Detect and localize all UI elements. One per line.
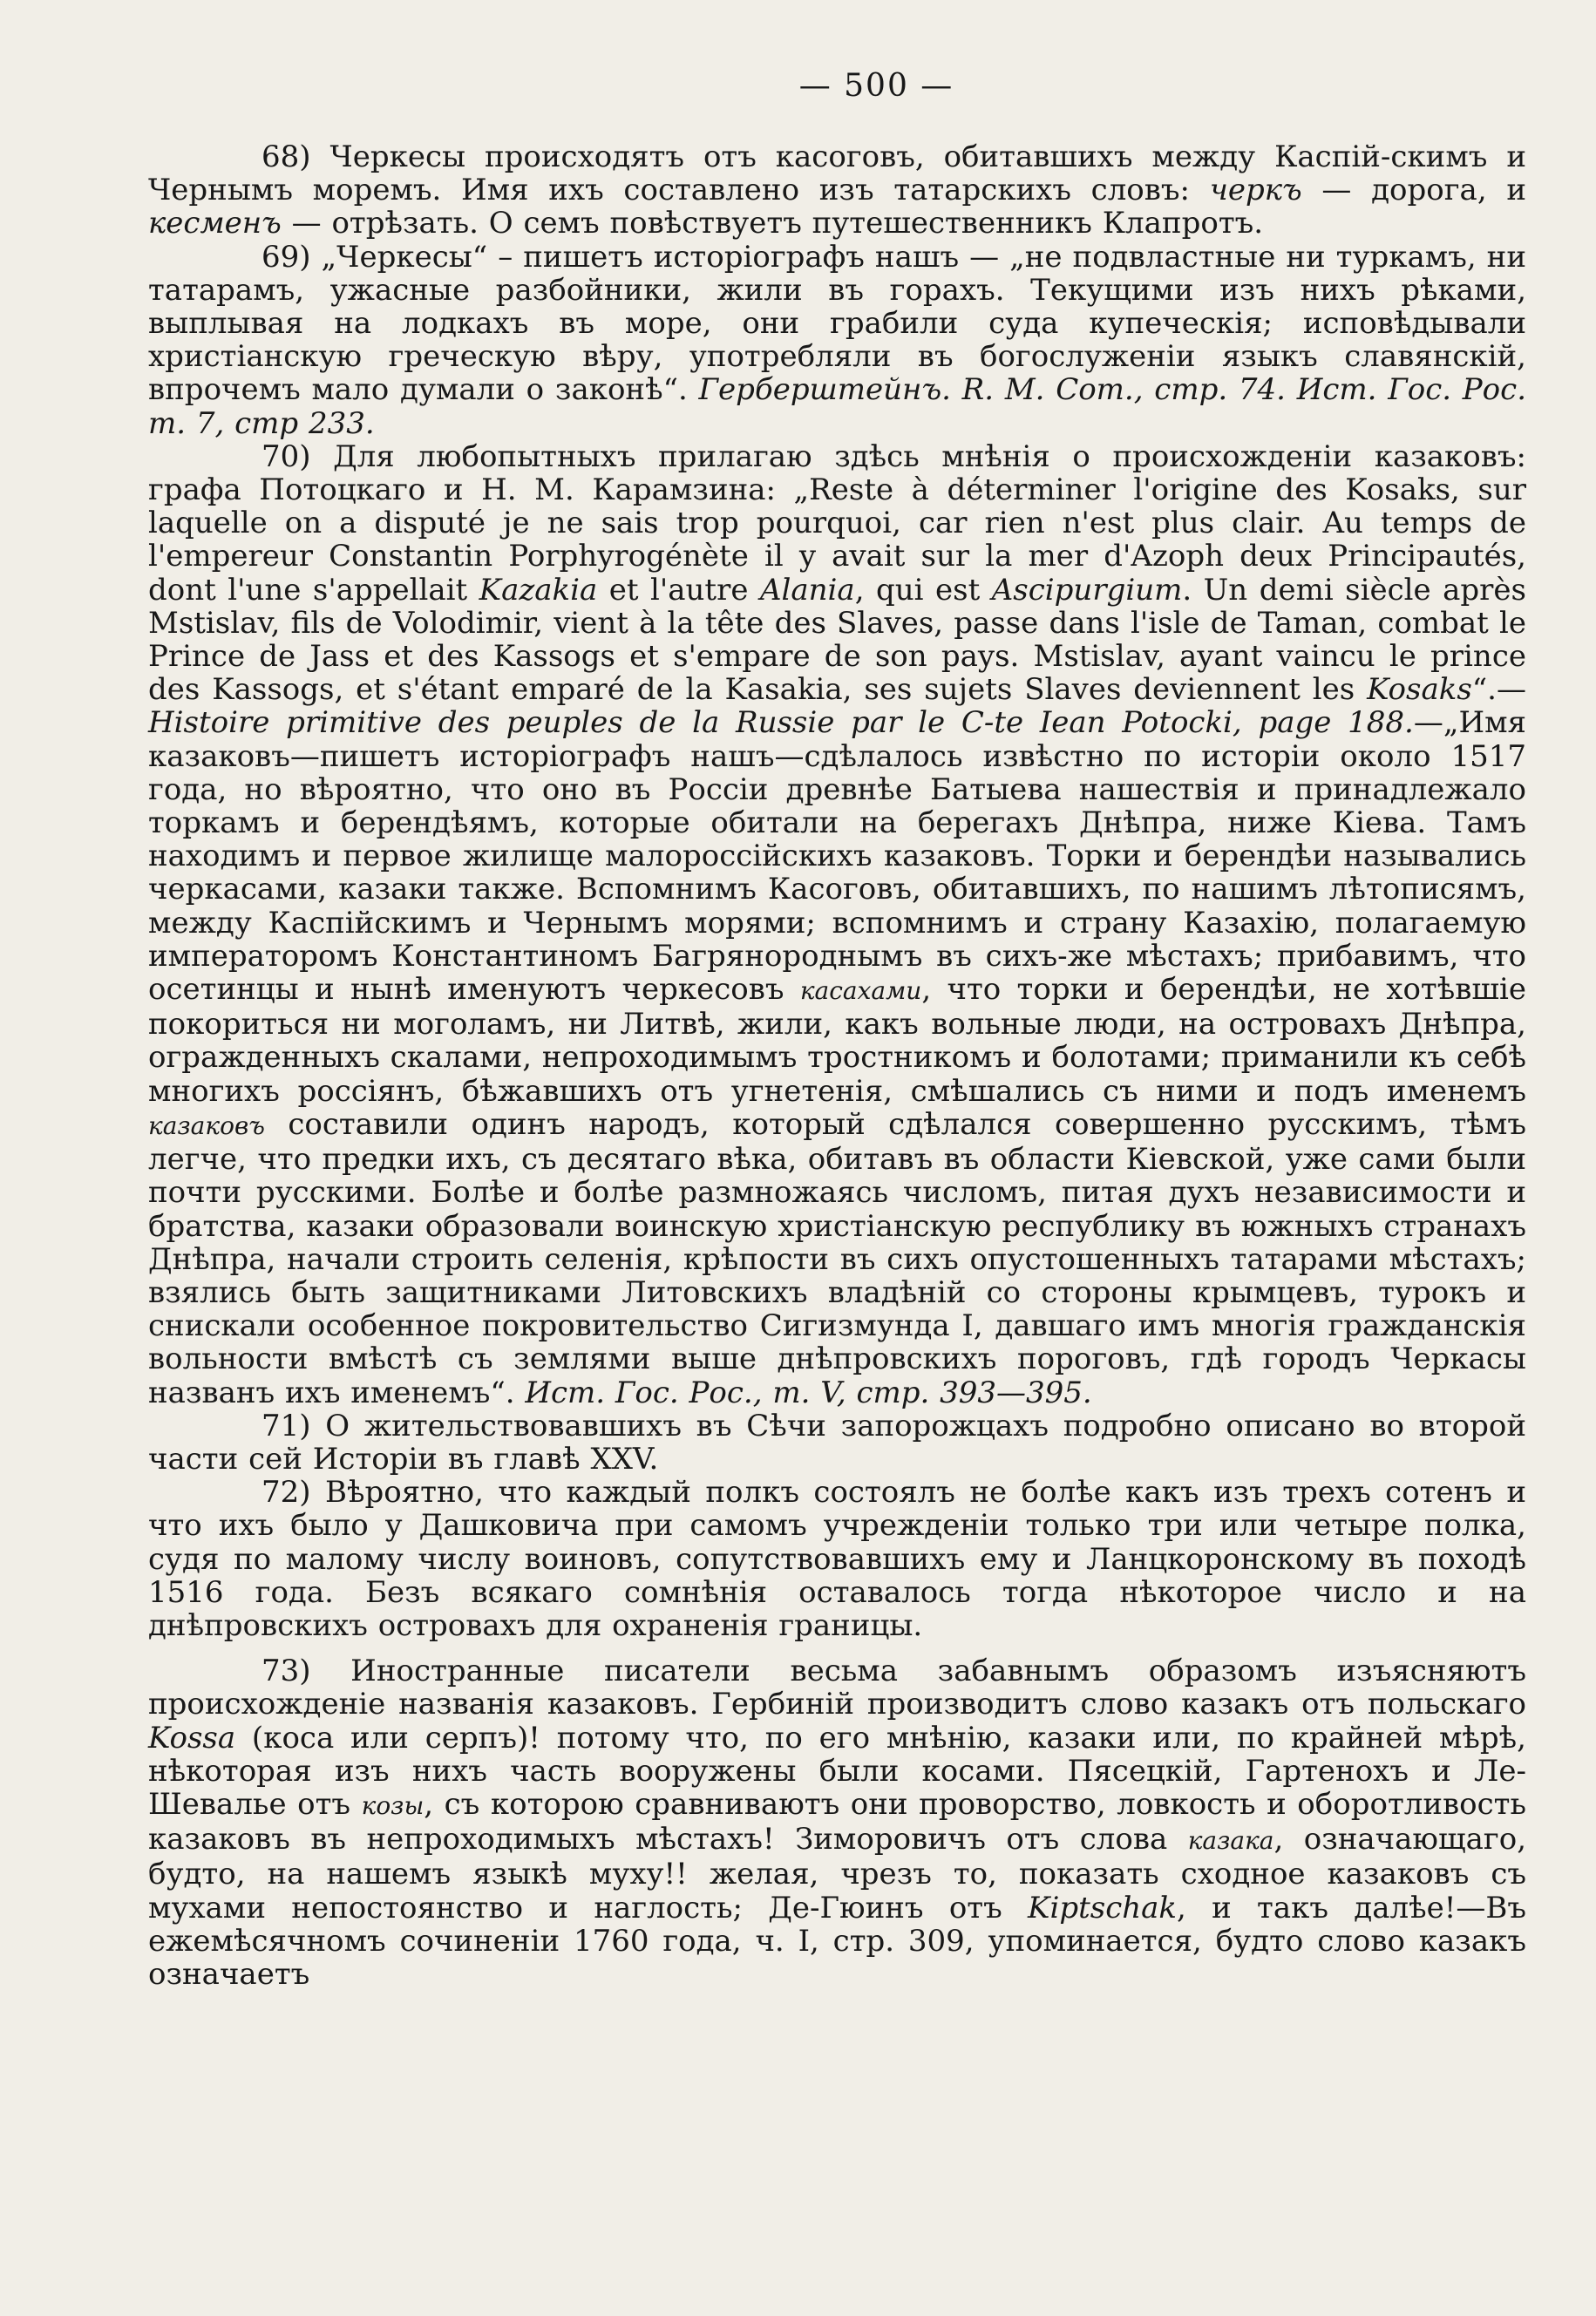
footnote-number: 73) [261, 1654, 311, 1689]
footnote-number: 68) [261, 139, 311, 174]
italic-text: Kosaks [1367, 672, 1472, 708]
italic-text: Ascipurgium [991, 572, 1183, 608]
page-number: — 500 — [798, 68, 954, 104]
italic-text: Kazakia [479, 572, 598, 608]
footnote-number: 72) [261, 1475, 311, 1511]
italic-text: Ист. Гос. Рос., т. V, стр. 393—395. [525, 1375, 1092, 1410]
footnote-72 [148, 1476, 1526, 1642]
italic-text: казаковъ [148, 1110, 265, 1140]
footnote-text: Иностранные писатели весьма забавнымъ образомъ изъясняютъ происхожденіе названія казаковъ. Гербиній производитъ слово казакъ отъ польскаго [148, 1654, 1526, 1722]
footnote-text: , что торки и берендѣи, не хотѣвшіе покориться ни моголамъ, ни Литвѣ, жили, какъ вольные люди, на островахъ Днѣпра, огражденныхъ скалами, непроходимымъ тростникомъ и болотами; приманили къ себѣ многихъ россіянъ, бѣжавшихъ отъ угнетенія, смѣшались съ ними и подъ именемъ [148, 972, 1526, 1109]
footnote-text: , qui est [854, 572, 992, 608]
italic-text: касахами [799, 976, 922, 1006]
footnote-text: Вѣроятно, что каждый полкъ состоялъ не болѣе какъ изъ трехъ сотенъ и что ихъ было у Дашковича при самомъ учрежденіи только три или четыре полка, судя по малому числу воиновъ, сопутствовавшихъ ему и Ланцкоронскому въ походѣ 1516 года. Безъ всякаго сомнѣнія оставалось тогда нѣкоторое число и на днѣпровскихъ островахъ для охраненія границы. [148, 1475, 1526, 1643]
italic-text: Kossa [148, 1720, 236, 1756]
footnote-71 [148, 1409, 1526, 1476]
footnote-text: (коса или серпъ)! потому что, по его мнѣнію, казаки или, по крайней мѣрѣ, нѣкоторая изъ нихъ часть вооружены были косами. Пясецкій, Гартенохъ и Ле-Шевалье отъ [148, 1720, 1526, 1822]
footnote-text: , съ которою сравниваютъ они проворство, ловкость и оборотливость казаковъ въ непроходимыхъ мѣстахъ! Зиморовичъ отъ слова [148, 1786, 1526, 1858]
footnote-text: составили одинъ народъ, который сдѣлался совершенно русскимъ, тѣмъ легче, что предки ихъ, съ десятаго вѣка, обитавъ въ области Кіевской, уже сами были почти русскими. Болѣе и болѣе размножаясь числомъ, питая духъ независимости и братства, казаки образовали воинскую христіанскую республику въ южныхъ странахъ Днѣпра, начали строить селенія, крѣпости въ сихъ опустошенныхъ татарами мѣстахъ; взялись быть защитниками Литовскихъ владѣній со стороны крымцевъ, турокъ и снискали особенное покровительство Сигизмунда I, давшаго имъ многія гражданскія вольности вмѣстѣ съ землями выше днѣпровскихъ пороговъ, гдѣ городъ Черкасы названъ ихъ именемъ“. [148, 1106, 1526, 1410]
italic-text: казака [1187, 1826, 1274, 1856]
footnote-text: —„Имя казаковъ—пишетъ исторіографъ нашъ—сдѣлалось извѣстно по исторіи около 1517 года, но вѣроятно, что оно въ Россіи древнѣе Батыева нашествія и принадлежало торкамъ и берендѣямъ, которые обитали на берегахъ Днѣпра, ниже Кіева. Тамъ находимъ и первое жилище малороссійскихъ казаковъ. Торки и берендѣи назывались черкасами, казаки также. Вспомнимъ Касоговъ, обитавшихъ, по нашимъ лѣтописямъ, между Каспійскимъ и Чернымъ морями; вспомнимъ и страну Казахію, полагаемую императоромъ Константиномъ Багрянороднымъ въ сихъ-же мѣстахъ; прибавимъ, что осетинцы и нынѣ именуютъ черкесовъ [148, 705, 1526, 1008]
footnote-text: . Un demi siècle après Mstislav, fils de Volodimir, vient à la tête des Slaves, passe dans l'isle de Taman, combat le Prince de Jass et des Kassogs et s'empare de son pays. Mstislav, ayant vaincu le prince des Kassogs, et s'étant emparé de la Kasakia, ses sujets Slaves deviennent les [148, 572, 1526, 708]
footnote-text: „Черкесы“ – пишетъ исторіографъ нашъ — „не подвластные ни туркамъ, ни татарамъ, ужасные разбойники, жили въ горахъ. Текущими изъ нихъ рѣками, выплывая на лодкахъ въ море, они грабили суда купеческія; исповѣдывали христіанскую греческую вѣру, употребляли въ богослуженіи языкъ славянскій, впрочемъ мало думали о законѣ“. [148, 239, 1526, 408]
footnote-text: , означающаго, будто, на нашемъ языкѣ муху!! желая, чрезъ то, показать сходное казаковъ съ мухами непостоянство и наглость; Де-Гюинъ отъ [148, 1822, 1526, 1925]
italic-text: Alania [759, 572, 855, 608]
italic-text: черкъ [1209, 173, 1302, 208]
footnote-69 [148, 241, 1526, 440]
italic-text: Герберштейнъ. R. M. Cот., стр. 74. Ист. Гос. Рос. т. 7, стр 233. [148, 372, 1527, 441]
footnote-73 [148, 1654, 1526, 1991]
italic-text: козы [361, 1790, 424, 1820]
footnote-68 [148, 140, 1526, 241]
footnote-text: — отрѣзать. О семъ повѣствуетъ путешественникъ Клапротъ. [281, 206, 1264, 241]
footnote-text: — дорога, и [1301, 173, 1526, 208]
footnote-text: О жительствовавшихъ въ Сѣчи запорожцахъ подробно описано во второй части сей Исторіи въ главѣ XXV. [148, 1408, 1526, 1477]
footnote-text: Для любопытныхъ прилагаю здѣсь мнѣнія о происхожденіи казаковъ: графа Потоцкаго и Н. М. Карамзина: „Reste à déterminer l'origine des Kosaks, sur laquelle on a disputé je ne sais trop pourquoi, car rien n'est plus clair. Au temps de l'empereur Constantin Porphyrogénète il y avait sur la mer d'Azoph deux Principautés, dont l'une s'appellait [148, 438, 1526, 608]
footnote-text: et l'autre [597, 572, 760, 608]
footnote-text: Черкесы происходятъ отъ касоговъ, обитавшихъ между Каспій-скимъ и Чернымъ моремъ. Имя ихъ составлено изъ татарскихъ словъ: [148, 139, 1526, 208]
footnotes [148, 140, 1526, 1991]
footnote-number: 71) [261, 1408, 311, 1443]
italic-text: кесменъ [148, 206, 282, 241]
footnote-70 [148, 440, 1526, 1409]
footnote-number: 69) [261, 239, 311, 275]
footnote-text: “.— [1471, 672, 1526, 708]
footnote-text: , и такъ далѣе!—Въ ежемѣсячномъ сочиненіи 1760 года, ч. I, стр. 309, упоминается, будто слово казакъ означаетъ [148, 1890, 1527, 1992]
italic-text: Histoire primitive des peuples de la Russie par le C-te Iean Potocki, page 188. [148, 705, 1414, 741]
footnote-number: 70) [261, 438, 311, 474]
italic-text: Kiptschak [1028, 1890, 1178, 1925]
